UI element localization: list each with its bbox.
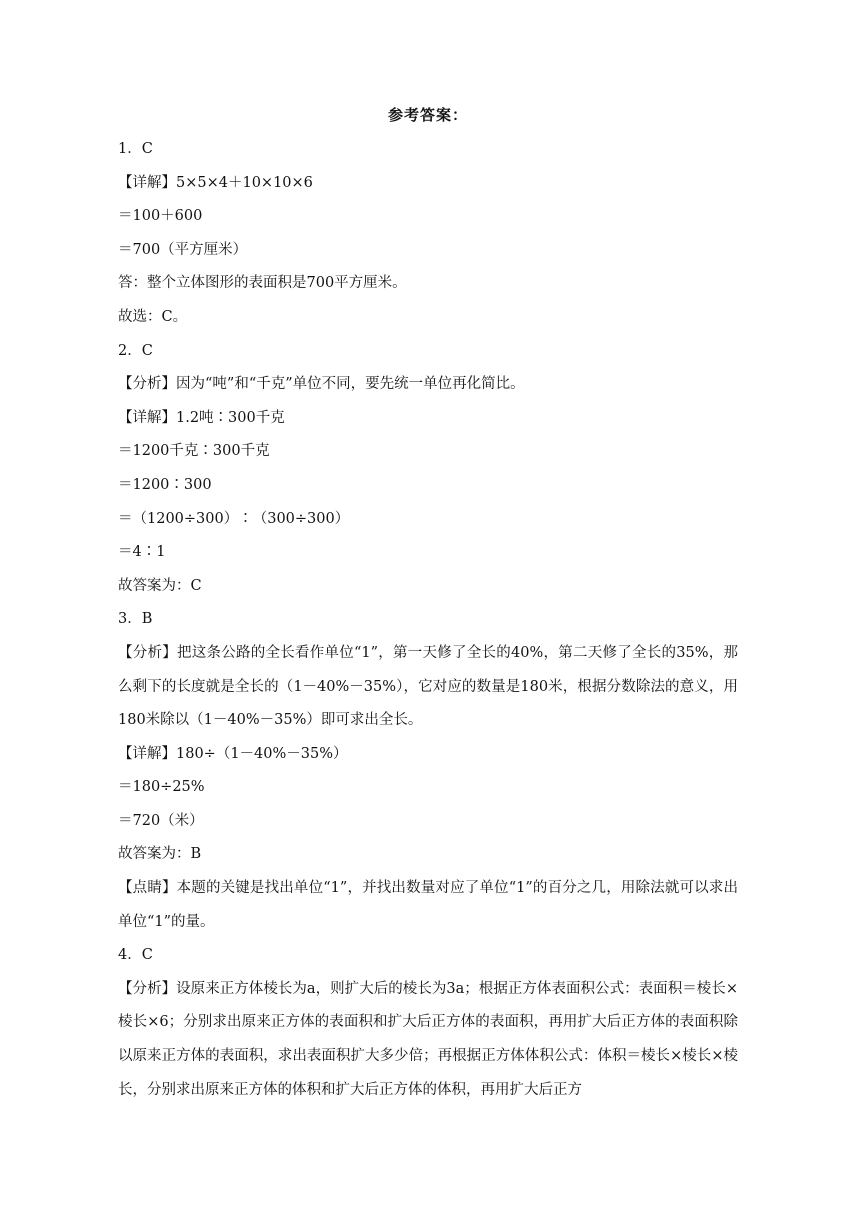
q2-step-2: ＝1200∶300 [118, 476, 212, 493]
q2-heading: 2．C [118, 342, 153, 359]
q2-step-4: ＝4∶1 [118, 544, 166, 561]
q3-step-1: ＝180÷25% [118, 779, 205, 796]
q3-detail: 【详解】180÷（1－40%－35%） [118, 745, 348, 762]
q3-step-2: ＝720（米） [118, 812, 204, 829]
q3-comment: 【点睛】本题的关键是找出单位“1”，并找出数量对应了单位“1”的百分之几，用除法就可以求出单位“1”的量。 [118, 880, 738, 930]
q1-step-2: ＝700（平方厘米） [118, 241, 248, 258]
page-title: 参考答案： [387, 106, 468, 124]
q2-step-3: ＝（1200÷300）∶（300÷300） [118, 510, 350, 527]
q2-choice: 故答案为：C [118, 577, 202, 594]
q1-step-1: ＝100＋600 [118, 208, 203, 225]
q3-choice: 故答案为：B [118, 846, 202, 863]
q4-heading: 4．C [118, 947, 153, 964]
q2-analysis: 【分析】因为“吨”和“千克”单位不同，要先统一单位再化简比。 [118, 376, 525, 393]
q1-detail: 【详解】5×5×4＋10×10×6 [118, 174, 313, 191]
q3-heading: 3．B [118, 611, 153, 628]
q3-analysis: 【分析】把这条公路的全长看作单位“1”，第一天修了全长的40%，第二天修了全长的35%，那么剩下的长度就是全长的（1－40%－35%），它对应的数量是180米，根据分数除法的意义，用180米除以（1－40%－35%）即可求出全长。 [118, 644, 738, 729]
q1-heading: 1．C [118, 141, 153, 157]
q1-choice: 故选：C。 [118, 308, 188, 325]
answer-body [118, 133, 738, 1107]
q2-step-1: ＝1200千克∶300千克 [118, 443, 270, 460]
q1-answer: 答：整个立体图形的表面积是700平方厘米。 [118, 275, 407, 292]
q2-detail: 【详解】1.2吨∶300千克 [118, 409, 285, 426]
q4-analysis: 【分析】设原来正方体棱长为a，则扩大后的棱长为3a；根据正方体表面积公式：表面积＝棱长×棱长×6；分别求出原来正方体的表面积和扩大后正方体的表面积，再用扩大后正方体的表面积除以原来正方体的表面积，求出表面积扩大多少倍；再根据正方体体积公式：体积＝棱长×棱长×棱长，分别求出原来正方体的体积和扩大后正方体的体积，再用扩大后正方 [118, 980, 738, 1098]
